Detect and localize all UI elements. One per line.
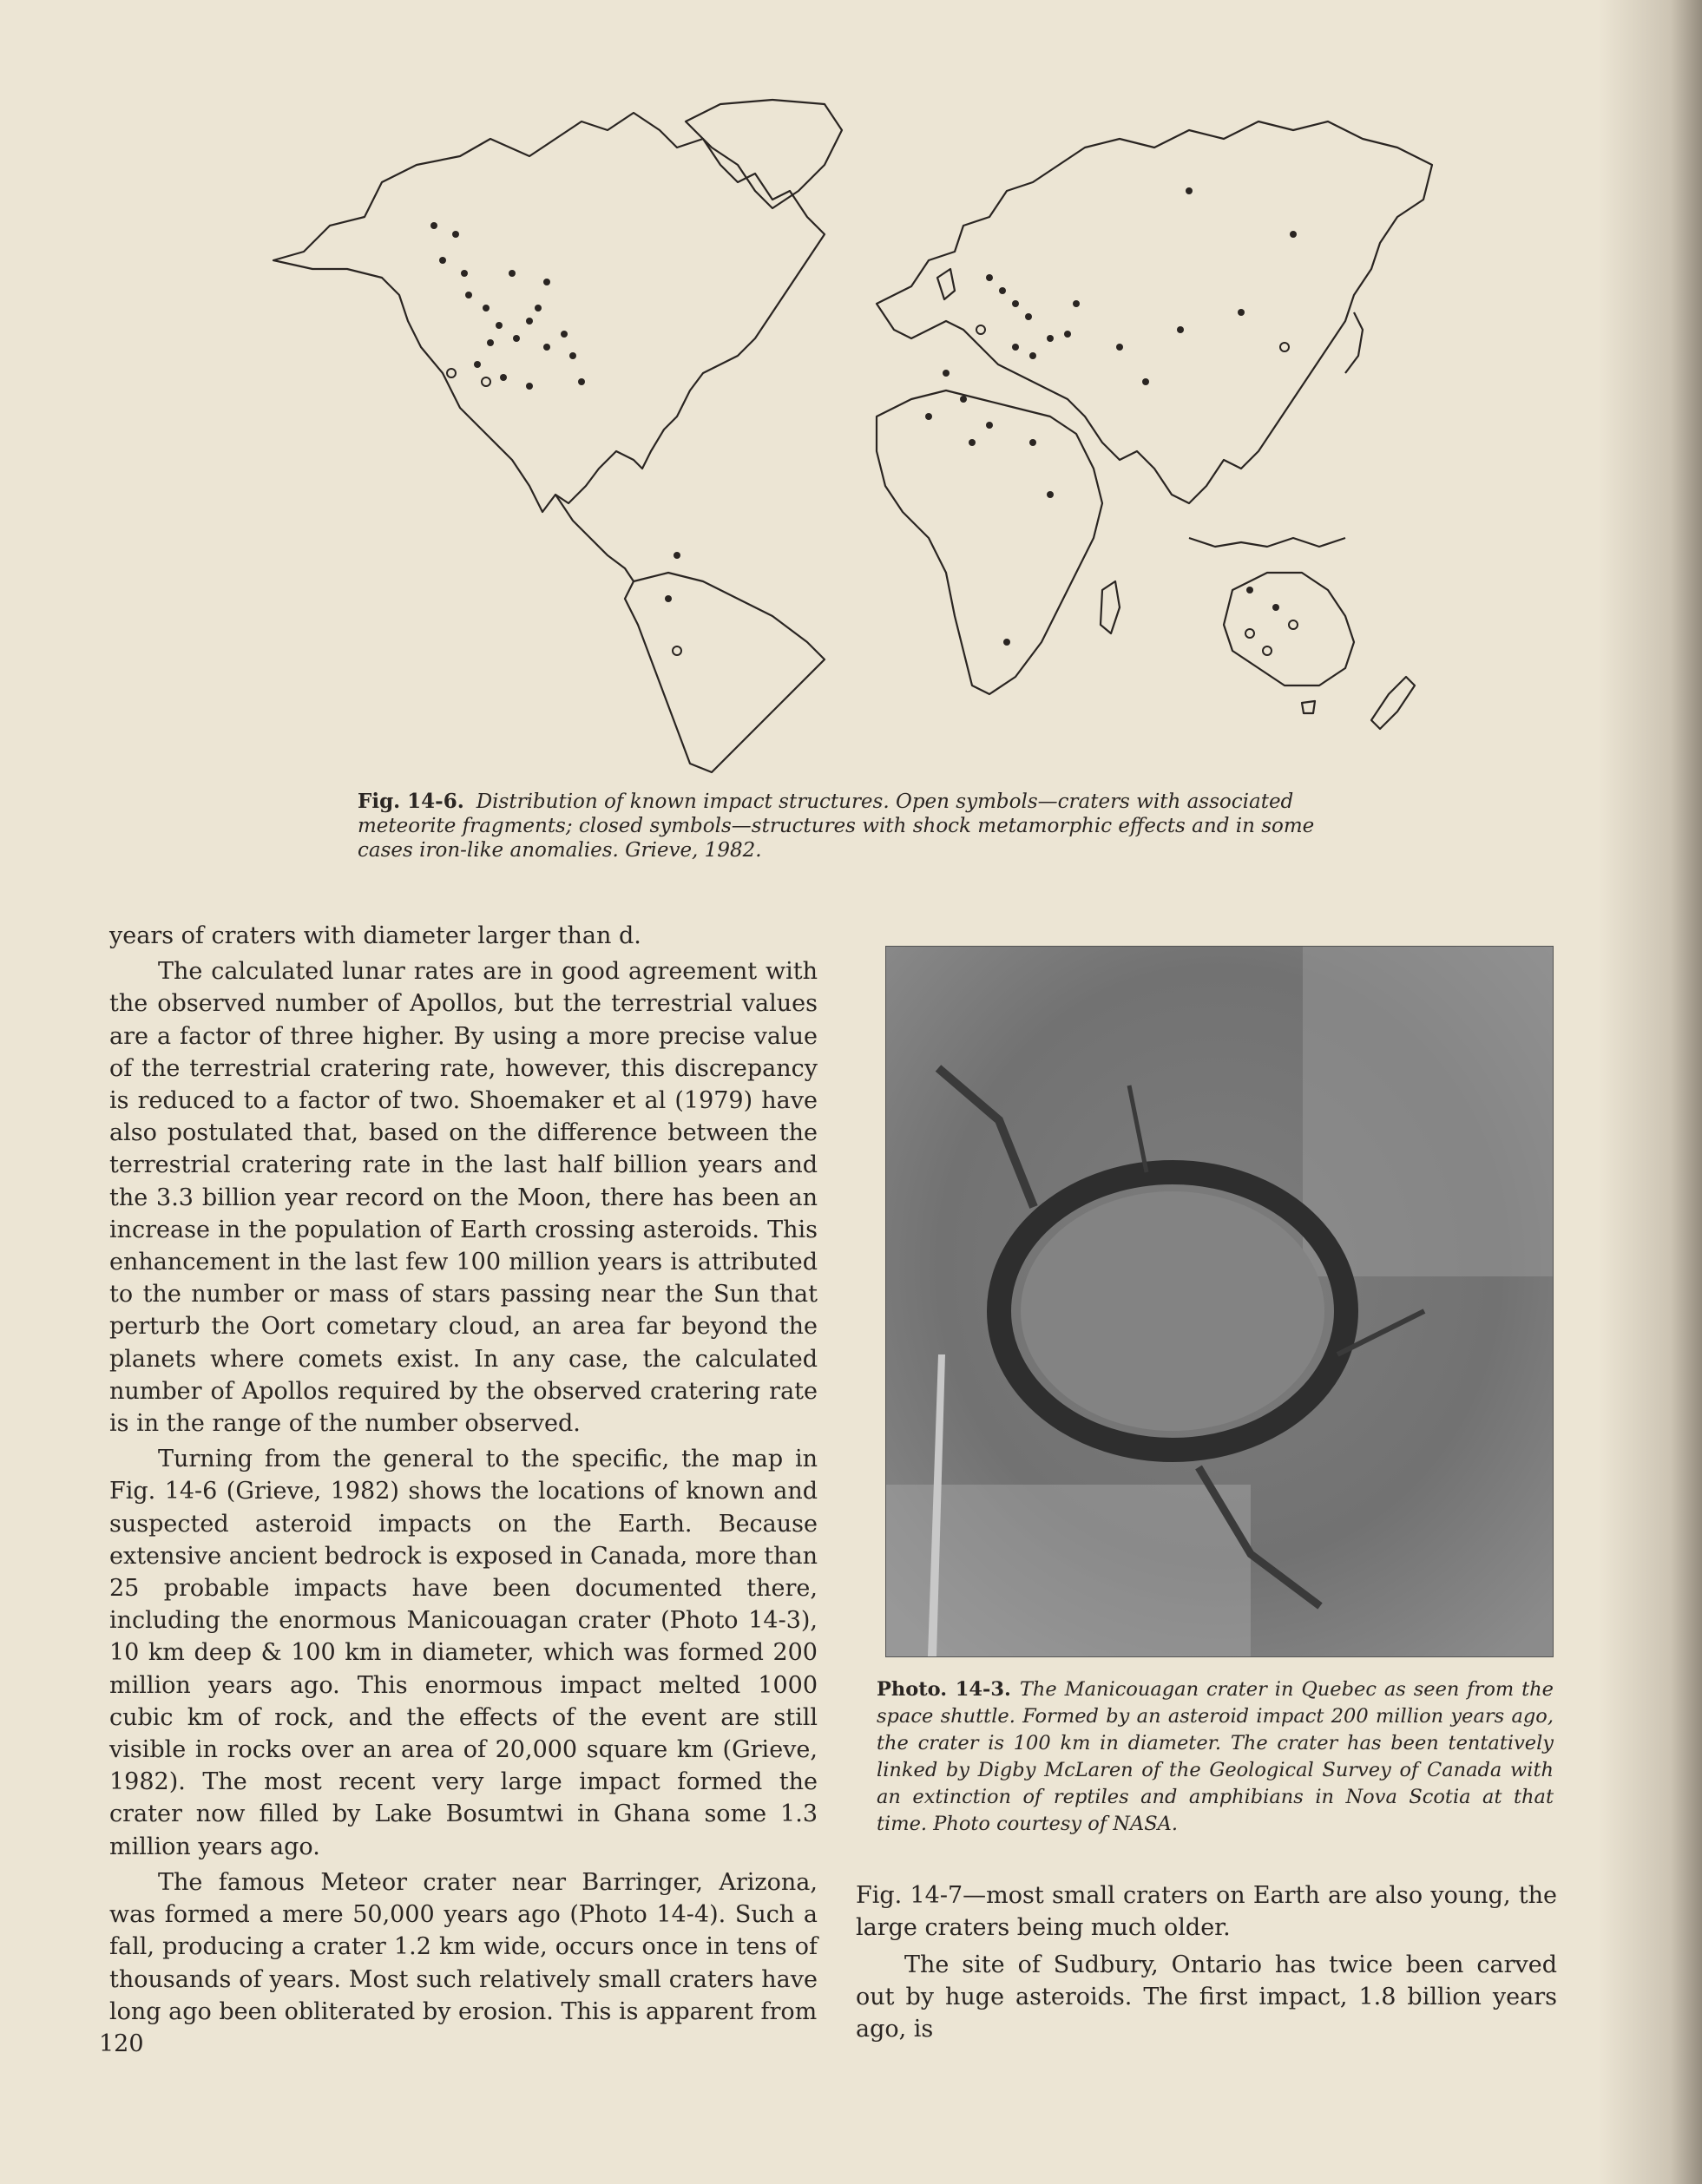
open-impact-symbols: [447, 325, 1298, 655]
world-map: [269, 87, 1449, 781]
right-column: [856, 1879, 1557, 2050]
british-isles-outline: [937, 269, 955, 299]
indonesia-outline: [1189, 538, 1345, 547]
left-paragraph-3: Turning from the general to the specific, the map in Fig. 14-6 (Grieve, 1982) shows the locations of known and suspected asteroid impacts on the Earth. Because extensive ancient bedrock is exposed in Canada, more than 25 probable impacts have been documented there, including the enormous Manicouagan crater (Photo 14-3), 10 km deep & 100 km in diameter, which was formed 200 million years ago. This enormous impact melted 1000 cubic km of rock, and the effects of the event are still visible in rocks over an area of 20,000 square km (Grieve, 1982). The most recent very large impact formed the crater now filled by Lake Bosumtwi in Ghana some 1.3 million years ago.: [109, 1446, 818, 1860]
greenland-outline: [686, 100, 842, 208]
left-paragraph-2: The calculated lunar rates are in good agreement with the observed number of Apollos, but the terrestrial values are a factor of three higher. By using a more precise value of the terrestrial cratering rate, however, this discrepancy is reduced to a factor of two. Shoemaker et al (1979) have also postulated that, based on the difference between the terrestrial cratering rate in the last half billion years and the 3.3 billion year record on the Moon, there has been an increase in the population of Earth crossing asteroids. This enhancement in the last few 100 million years is attributed to the number or mass of stars passing near the Sun that perturb the Oort cometary cloud, an area far beyond the planets where comets exist. In any case, the calculated number of Apollos required by the observed cratering rate is in the range of the number observed.: [109, 958, 818, 1438]
eurasia-outline: [877, 121, 1432, 503]
japan-outline: [1345, 312, 1363, 373]
world-map-figure: [269, 87, 1449, 781]
left-paragraph-1: years of craters with diameter larger than d.: [109, 922, 641, 949]
left-paragraph-4: The famous Meteor crater near Barringer, Arizona, was formed a mere 50,000 years ago (Photo 14-4). Such a fall, producing a crater 1.2 km wide, occurs once in tens of thousands of years. Most such relatively small craters have long ago been obliterated by erosion. This is apparent from: [109, 1868, 818, 2025]
page-number: 120: [99, 2030, 144, 2057]
photo-caption-text: The Manicouagan crater in Quebec as seen from the space shuttle. Formed by an asteroid impact 200 million years ago, the crater is 100 km in diameter. The crater has been tentatively linked by Digby McLaren of the Geological Survey of Canada with an extinction of reptiles and amphibians in Nova Scotia at that time. Photo courtesy of NASA.: [877, 1678, 1554, 1835]
right-paragraph-1: Fig. 14-7—most small craters on Earth are also young, the large craters being much older.: [856, 1882, 1557, 1941]
south-america-outline: [625, 573, 825, 772]
madagascar-outline: [1101, 581, 1120, 633]
figure-caption: [358, 790, 1364, 862]
closed-impact-symbols: [430, 187, 1297, 646]
central-america-outline: [555, 495, 634, 581]
australia-outline: [1224, 573, 1354, 685]
photo-caption: [877, 1676, 1554, 1838]
new-zealand-outline: [1371, 677, 1415, 729]
right-paragraph-2: The site of Sudbury, Ontario has twice been carved out by huge asteroids. The first impact, 1.8 billion years ago, is: [856, 1951, 1557, 2043]
page-gutter-shadow: [1598, 0, 1702, 2184]
crater-photo-image: [886, 947, 1553, 1656]
manicouagan-crater-photo: [885, 946, 1554, 1657]
left-column: [109, 920, 818, 2031]
photo-label: Photo. 14-3.: [877, 1678, 1011, 1701]
figure-caption-text: Distribution of known impact structures. Open symbols—craters with associated meteorite fragments; closed symbols—structures with shock metamorphic effects and in some cases iron-like anomalies. Grieve, 1982.: [358, 790, 1315, 862]
tasmania-outline: [1302, 701, 1315, 713]
africa-outline: [877, 390, 1102, 694]
figure-label: Fig. 14-6.: [358, 790, 464, 813]
